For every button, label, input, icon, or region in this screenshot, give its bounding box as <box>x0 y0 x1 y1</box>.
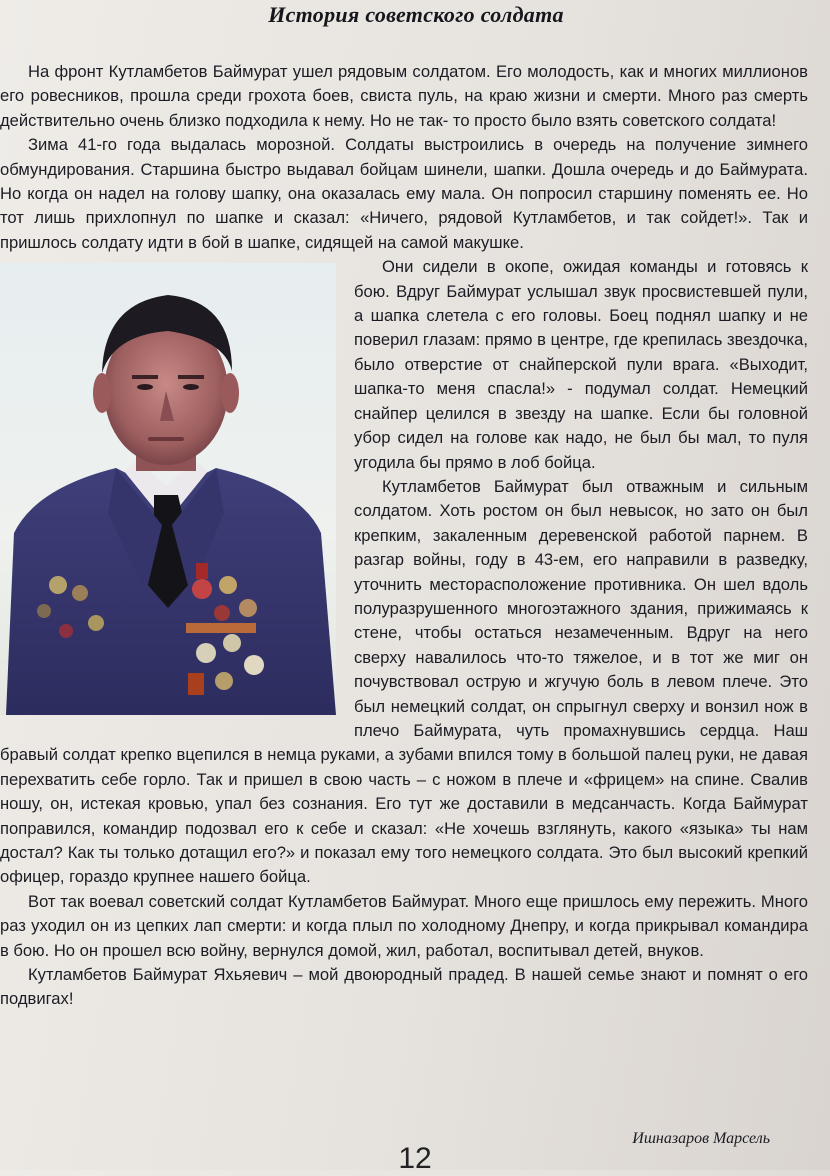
paragraph-1: На фронт Кутламбетов Баймурат ушел рядовым солдатом. Его молодость, как и многих миллионов его ровесников, прошла среди грохота боев, свиста пуль, на краю жизни и смерти. Много раз смерть действительно очень близко подходила к нему. Но не так- то просто было взять советского солдата! <box>0 62 808 130</box>
paragraph-4: Кутламбетов Баймурат был отважным и сильным солдатом. Хоть ростом он был невысок, но зато он был крепким, закаленным деревенской работой парнем. В разгар войны, году в 43-ем, его направили в разведку, уточнить месторасположение противника. Он шел вдоль полуразрушенного многоэтажного здания, прижимаясь к стене, чтобы остаться незамеченным. Вдруг на него сверху навалилось что-то тяжелое, и в тот же миг он почувствовал острую и жгучую боль в левом плече. Это был немецкий солдат, он спрыгнул сверху и вонзил нож в плечо Баймурата, чуть промахнувшись сердца. Наш бравый солдат крепко вцепился в немца руками, а зубами впился тому в большой палец руки, не давая перехватить себе горло. Так и пришел в свою часть – с ножом в плече и «фрицем» на спине. Свалив ношу, он, истекая кровью, упал без сознания. Его тут же доставили в медсанчасть. Когда Баймурат поправился, командир подозвал его к себе и сказал: «Не хочешь взглянуть, какого «языка» ты нам достал? Как ты только дотащил его?» и показал ему того немецкого солдата. Это был высокий крепкий офицер, гораздо крупнее нашего бойца. <box>0 476 808 887</box>
article-body <box>0 60 808 1012</box>
paragraph-3: Они сидели в окопе, ожидая команды и готовясь к бою. Вдруг Баймурат услышал звук просвистевшей пули, а шапка слетела с его головы. Боец поднял шапку и не поверил глазам: прямо в центре, где крепилась звездочка, было отверстие от снайперской пули врага. «Выходит, шапка-то меня спасла!» - подумал солдат. Немецкий снайпер целился в звезду на шапке. Если бы головной убор сидел на голове как надо, не был бы мал, то пуля угодила бы прямо в лоб бойца. <box>354 257 808 472</box>
paragraph-5: Вот так воевал советский солдат Кутламбетов Баймурат. Много еще пришлось ему пережить. Много раз уходил он из цепких лап смерти: и когда плыл по холодному Днепру, и когда прикрывал командира в бою. Но он прошел всю войну, вернулся домой, жил, работал, воспитывал детей, внуков. <box>0 891 808 960</box>
author-signature: Ишназаров Марсель <box>632 1130 770 1147</box>
page-number: 12 <box>398 1142 432 1175</box>
paragraph-2: Зима 41-го года выдалась морозной. Солдаты выстроились в очередь на получение зимнего обмундирования. Старшина быстро выдавал бойцам шинели, шапки. Дошла очередь и до Баймурата. Но когда он надел на голову шапку, она оказалась ему мала. Он попросил старшину поменять ее. Но тот лишь прихлопнул по шапке и сказал: «Ничего, рядовой Кутламбетов, и так сойдет!». Так и пришлось солдату идти в бой в шапке, сидящей на самой макушке. <box>0 135 808 252</box>
article-title: История советского солдата <box>268 2 564 27</box>
paragraph-6: Кутламбетов Баймурат Яхьяевич – мой двоюродный прадед. В нашей семье знают и помнят о его подвигах! <box>0 965 808 1009</box>
veteran-portrait-photo <box>0 263 336 715</box>
